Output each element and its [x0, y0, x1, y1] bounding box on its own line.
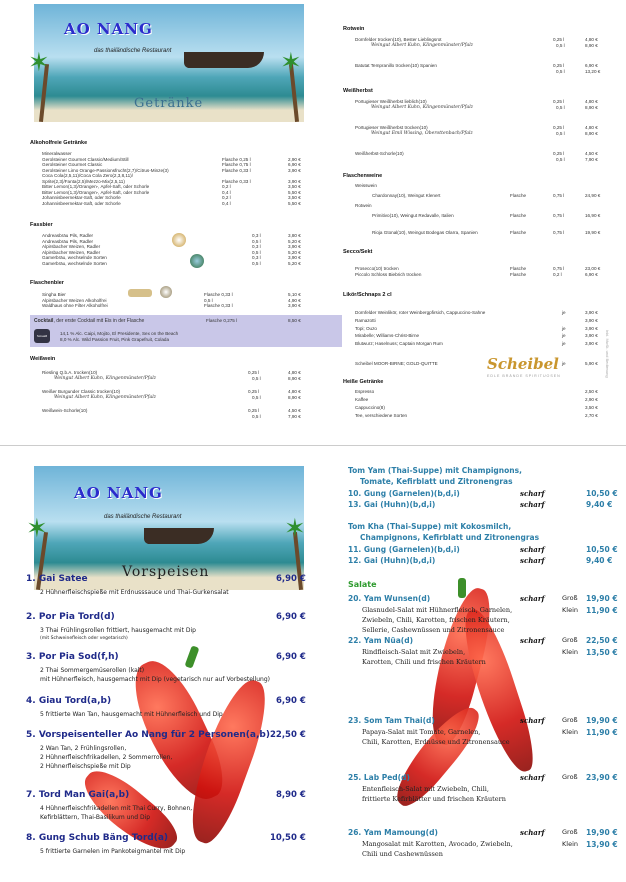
starters-title: Vorspeisen — [122, 564, 210, 580]
menu-item-price: 23,00 € — [585, 266, 601, 271]
menu-item-price: 3,50 € — [288, 195, 301, 200]
menu-item-price: 3,90 € — [585, 310, 598, 315]
salad-description: Mangosalat mit Karotten, Avocado, Zwiebeln, — [362, 840, 513, 848]
menu-item-name: Alpirsbacher Weizen, Radler — [42, 249, 101, 255]
scheibel-logo: Scheibel — [487, 355, 559, 373]
section-heading: Weißwein — [30, 356, 56, 362]
salad-description: Rindfleisch-Salat mit Zwiebeln, — [362, 648, 466, 656]
menu-item-unit: 0,3 l — [252, 233, 261, 238]
brand-tagline: das thailändische Restaurant — [104, 514, 182, 520]
starter-description: (mit Schweinefleisch oder vegetarisch) — [40, 636, 128, 641]
salad-size: Groß — [562, 716, 578, 724]
menu-item-price: 4,50 € — [288, 408, 301, 413]
menu-item-price: 24,90 € — [585, 193, 601, 198]
starter-title: 7. Tord Man Gai(a,b) — [26, 790, 130, 800]
menu-item-name: Piccolo Schloss Biebrich trocken — [355, 272, 422, 277]
cocktail-heading: Cocktail — [34, 318, 54, 324]
salads-heading: Salate — [348, 580, 377, 589]
soup-price: 9,40 € — [586, 556, 613, 565]
menu-item-name: Chardonnay(10), Weingut Klenert — [372, 193, 441, 198]
menu-item-name: Sprite(2,3)/Fanta(2,5)/Mezzo-Mix(2,5,11) — [42, 178, 125, 184]
menu-item-producer: Weingut Emil Wissing, Oberottenbach/Pfalz — [371, 131, 473, 136]
menu-item-unit: 0,2 l — [222, 184, 231, 189]
starter-price: 6,90 € — [276, 574, 306, 584]
brand-tagline: das thailändische Restaurant — [94, 48, 172, 54]
menu-item-volume: 0,75 l — [553, 193, 565, 198]
menu-item-name: Weißwein-Schorle(10) — [42, 408, 88, 413]
section-heading: Heiße Getränke — [343, 379, 384, 385]
cocktail-brand-logo: ScreaM — [34, 329, 50, 343]
soup-variant: 13. Gai (Huhn)(b,d,i) — [348, 500, 436, 509]
menu-item-name: Portugieser Weißherbst trocken(10) — [355, 125, 428, 130]
menu-item-price: 7,90 € — [585, 157, 598, 162]
salad-size: Groß — [562, 828, 578, 836]
menu-item-unit: 0,5 l — [556, 131, 565, 136]
salad-size: Klein — [562, 648, 578, 656]
menu-item-name: Prosecco(10) trocken — [355, 266, 399, 271]
section-heading: Weißherbst — [343, 88, 373, 94]
menu-item-unit: je — [562, 361, 566, 366]
spicy-label: scharf — [520, 828, 545, 837]
salad-description: Karotten, Chili und frischen Kräutern — [362, 658, 486, 666]
menu-item-price: 6,90 € — [585, 272, 598, 277]
menu-item-unit: 0,5 l — [556, 105, 565, 110]
menu-item-price: 2,90 € — [288, 156, 301, 162]
section-heading: Flaschenweine — [343, 173, 383, 179]
starters-banner — [26, 466, 306, 590]
menu-item-unit: Flasche — [510, 272, 527, 277]
menu-item-price: 8,90 € — [288, 375, 301, 381]
menu-item-unit: je — [562, 310, 566, 315]
salad-size: Klein — [562, 606, 578, 614]
starter-description: 2 Hühnerfleischspieße mit Erdnusssauce und Thai-Gurkensalat — [40, 589, 229, 596]
menu-item-volume: 0,75 l — [553, 266, 565, 271]
menu-item-price: 4,80 € — [288, 389, 301, 394]
menu-item-price: 3,90 € — [585, 333, 598, 339]
menu-item-name: Gerolsteiner Gourmet Classic/Medium/Still — [42, 156, 129, 162]
menu-item-price: 5,50 € — [288, 189, 301, 195]
menu-item-name: Dornfelder trocken(10), Bester Lieblingsrot — [355, 37, 442, 42]
menu-item-name: Espresso — [355, 389, 375, 394]
menu-item-name: Johannisbeernektar-Saft, oder Schorle — [42, 195, 121, 200]
menu-item-price: 5,20 € — [288, 238, 301, 244]
menu-item-name: Topi; Ouzo — [355, 325, 377, 331]
menu-item-unit: 0,5 l — [252, 413, 261, 419]
menu-item-price: 4,80 € — [585, 125, 598, 130]
starter-title: 3. Por Pia Sod(f,h) — [26, 652, 119, 662]
menu-item-name: Mirabelle; Williams-Christ-Birne — [355, 333, 420, 339]
starter-title: 2. Por Pia Tord(d) — [26, 612, 115, 622]
salad-title: 20. Yam Wunsen(d) — [348, 594, 431, 603]
starter-description: 5 frittierte Garnelen im Pankoteigmantel mit Dip — [40, 848, 186, 855]
salad-description: Sellerie, Cashewnüssen und Zitronensauce — [362, 626, 505, 634]
starter-title: 5. Vorspeisenteller Ao Nang für 2 Personen(a,b) — [26, 730, 270, 740]
soup-title: Tom Yam (Thai-Suppe) mit Champignons, — [348, 466, 522, 475]
menu-item-name: Cappuccino(8) — [355, 405, 385, 410]
menu-item-name: Gerolsteiner Gourmet Classic — [42, 162, 103, 167]
menu-item-name: Dornfelder Weinlikör, roter Weinbergpfirsich, Cappuccino-Sahne — [355, 310, 486, 315]
menu-item-price: 8,90 € — [585, 43, 598, 48]
menu-item-name: Alpirsbacher Weizen Alkoholfrei — [42, 297, 107, 303]
starter-title: 8. Gung Schub Bäng Tord(a) — [26, 833, 169, 843]
salad-description: Chili, Karotten, Erdnüsse und Zitronensauce — [362, 738, 510, 746]
salad-price: 22,50 € — [586, 636, 618, 645]
menu-item-name: Gerolsteiner Limo Orange-Passionsfrucht(2,7)/Citrus-Minze(3) — [42, 167, 169, 173]
menu-item-name: Bitter Lemon(1,3)/Orangen-, Apfel-Saft, oder Schorle — [42, 189, 150, 195]
menu-item-name: Scheibel MOOR-BIRNE; GOLD-QUITTE — [355, 361, 438, 366]
menu-item-unit: 0,25 l — [553, 63, 565, 68]
cocktail-price: 8,50 € — [288, 318, 301, 323]
menu-item-price: 5,20 € — [288, 249, 301, 255]
menu-item-unit: Flasche 0,33 l — [204, 303, 233, 309]
palm-leaves-icon: ✶ — [26, 513, 48, 543]
menu-item-price: 2,70 € — [585, 413, 598, 418]
chili-stem-icon — [184, 645, 199, 668]
menu-item-price: 16,90 € — [585, 213, 601, 218]
drinks-menu-page — [0, 0, 626, 440]
salad-description: Glasnudel-Salat mit Hühnerfleisch, Garnelen, — [362, 606, 513, 614]
palm-leaves-icon: ✶ — [284, 513, 306, 543]
section-heading: Flaschenbier — [30, 280, 64, 286]
salad-price: 11,90 € — [586, 728, 618, 737]
menu-item-unit: 0,25 l — [553, 151, 565, 156]
menu-item-name: Bitter Lemon(1,3)/Orangen-, Apfel-Saft, oder Schorle — [42, 184, 150, 189]
cocktail-subtitle: , der erste Cocktail mit Eis in der Flasche — [53, 318, 145, 324]
starter-title: 1. Gai Satee — [26, 574, 88, 584]
drinks-banner — [28, 4, 304, 122]
soup-price: 9,40 € — [586, 500, 613, 509]
starter-description: Kefirblättern, Thai-Basilikum und Dip — [40, 814, 151, 821]
soup-variant: 12. Gai (Huhn)(b,d,i) — [348, 556, 436, 565]
salad-description: frittierte Kefirblätter und frischen Kräutern — [362, 795, 506, 803]
starter-price: 6,90 € — [276, 696, 306, 706]
side-note: Inkl. MwSt. und Bedienung — [605, 330, 610, 378]
gamerbraeu-logo-icon — [190, 254, 204, 268]
salad-description: Entenfleisch-Salat mit Zwiebeln, Chili, — [362, 785, 489, 793]
menu-item-unit: 0,4 l — [222, 200, 231, 206]
menu-item-unit: Flasche 0,25 l — [222, 156, 251, 162]
menu-item-price: 4,80 € — [585, 99, 598, 104]
menu-item-unit: 0,5 l — [252, 375, 261, 381]
menu-item-unit: 0,25 l — [248, 370, 260, 375]
menu-item-unit: 0,5 l — [204, 297, 213, 303]
brand-logo: AO NANG — [74, 484, 163, 502]
section-heading: Rotwein — [343, 26, 365, 32]
menu-item-unit: Flasche 0,75 l — [222, 162, 251, 167]
longtail-boat-image — [184, 52, 264, 68]
menu-item-producer: Weingut Albert Kuhn, Klingenmünster/Pfalz — [371, 105, 474, 110]
menu-item-price: 4,90 € — [288, 297, 301, 303]
menu-item-price: 6,90 € — [288, 162, 301, 167]
menu-item-unit: Flasche 0,33 l — [222, 167, 251, 173]
menu-item-unit: Flasche — [510, 193, 527, 198]
spicy-label: scharf — [520, 716, 545, 725]
starter-description: 3 Thai Frühlingsrollen frittiert, hausgemacht mit Dip — [40, 627, 196, 634]
soup-price: 10,50 € — [586, 545, 618, 554]
menu-item-name: Mineralwasser — [42, 151, 72, 156]
menu-item-unit: 0,25 l — [248, 389, 260, 394]
menu-item-unit: je — [562, 341, 566, 347]
starter-price: 8,90 € — [276, 790, 306, 800]
menu-item-unit: 0,5 l — [556, 43, 565, 48]
menu-item-unit: 0,5 l — [556, 157, 565, 162]
soup-variant: 10. Gung (Garnelen)(b,d,i) — [348, 489, 460, 498]
menu-item-price: 2,90 € — [585, 397, 598, 402]
menu-item-unit: 0,5 l — [252, 238, 261, 244]
menu-item-producer: Weingut Albert Kuhn, Klingenmünster/Pfalz — [54, 394, 157, 400]
starter-description: mit Hühnerfleisch, hausgemacht mit Dip (vegetarisch nur auf Vorbestellung) — [40, 676, 270, 683]
soup-price: 10,50 € — [586, 489, 618, 498]
drinks-title: Getränke — [134, 96, 204, 111]
palm-leaves-icon: ✶ — [280, 47, 302, 77]
starters-menu-page — [0, 445, 626, 882]
menu-item-price: 3,50 € — [585, 405, 598, 410]
menu-item-price: 3,90 € — [288, 178, 301, 184]
menu-item-price: 5,50 € — [288, 200, 301, 206]
menu-item-name: Ramazotti — [355, 317, 376, 323]
salad-price: 13,90 € — [586, 840, 618, 849]
menu-item-volume: 0,75 l — [553, 213, 565, 218]
menu-item-unit: 0,3 l — [252, 255, 261, 261]
menu-item-price: 13,20 € — [585, 69, 601, 74]
starter-description: 4 Hühnerfleischfrikadellen mit Thai Curry, Bohnen, — [40, 805, 193, 812]
menu-item-unit: 0,5 l — [556, 69, 565, 74]
salad-size: Groß — [562, 636, 578, 644]
starter-description: 2 Hühnerfleischfrikadellen, 2 Sommerrollen, — [40, 754, 173, 761]
menu-item-name: Johannisbeernektar-Saft, oder Schorle — [42, 200, 121, 206]
menu-item-price: 8,90 € — [585, 131, 598, 136]
salad-title: 26. Yam Mamoung(d) — [348, 828, 438, 837]
salad-size: Klein — [562, 728, 578, 736]
menu-item-price: 3,90 € — [585, 341, 598, 347]
starter-price: 22,50 € — [270, 730, 306, 740]
menu-item-producer: Weingut Albert Kuhn, Klingenmünster/Pfalz — [371, 43, 474, 48]
menu-item-price: 2,50 € — [585, 389, 598, 394]
menu-item-unit: je — [562, 325, 566, 331]
salad-price: 19,90 € — [586, 828, 618, 837]
salad-title: 23. Som Tam Thai(d) — [348, 716, 435, 725]
section-heading: Alkoholfreie Getränke — [30, 140, 88, 146]
menu-item-name: Weißer Burgunder Classic trocken(10) — [42, 389, 121, 394]
soup-title-line-2: Tomate, Kefirblatt und Zitronengras — [360, 477, 513, 486]
salad-size: Klein — [562, 840, 578, 848]
scheibel-logo-sub: EDLE BRÄNDE SPIRITUOSEN — [487, 374, 561, 378]
menu-item-unit: 0,2 l — [222, 195, 231, 200]
menu-item-name: Coca Cola(2,5,11)/Coca Cola Zero(2,3,8,11)/ — [42, 173, 133, 178]
spicy-label: scharf — [520, 500, 545, 509]
soup-title: Tom Kha (Thai-Suppe) mit Kokosmilch, — [348, 522, 512, 531]
menu-item-unit: 0,25 l — [553, 125, 565, 130]
menu-item-name: Alpirsbacher Weizen, Radler — [42, 244, 101, 250]
menu-item-price: 5,20 € — [288, 261, 301, 266]
menu-item-name: Rioja Gtonal(10), Weingut Bodegas Olarra, Spanien — [372, 230, 478, 235]
section-heading: Fassbier — [30, 222, 53, 228]
menu-item-volume: 0,2 l — [553, 272, 562, 277]
salad-size: Groß — [562, 773, 578, 781]
menu-item-price: 3,90 € — [288, 244, 301, 250]
section-heading: Likör/Schnaps 2 cl — [343, 292, 392, 298]
menu-item-unit: Flasche — [510, 230, 527, 235]
starter-price: 6,90 € — [276, 652, 306, 662]
salad-title: 25. Lab Ped(d) — [348, 773, 410, 782]
starter-title: 4. Giau Tord(a,b) — [26, 696, 112, 706]
spicy-label: scharf — [520, 545, 545, 554]
salad-title: 22. Yam Nüa(d) — [348, 636, 414, 645]
starter-price: 6,90 € — [276, 612, 306, 622]
menu-item-unit: Flasche 0,33 l — [222, 178, 251, 184]
menu-item-unit: Flasche 0,33 l — [204, 292, 233, 297]
menu-item-price: 3,80 € — [288, 233, 301, 238]
salad-description: Chili und Cashewnüssen — [362, 850, 443, 858]
chili-stem-icon — [458, 578, 466, 598]
menu-item-price: 3,90 € — [288, 303, 301, 309]
spicy-label: scharf — [520, 594, 545, 603]
menu-item-price: 8,90 € — [288, 394, 301, 400]
menu-item-price: 3,90 € — [288, 167, 301, 173]
menu-item-name: Gamerbräu, wechselnde Sorten — [42, 261, 107, 266]
menu-item-name: Waldhaus ohne Filter Alkoholfrei — [42, 303, 108, 309]
menu-item-price: 5,10 € — [288, 292, 301, 297]
menu-item-unit: Flasche — [510, 266, 527, 271]
menu-item-name: Blutwurz; Haselnuss; Captain Morgan Rum — [355, 341, 443, 347]
subsection-label: Rotwein — [355, 203, 372, 208]
menu-item-price: 6,90 € — [585, 63, 598, 68]
brand-logo: AO NANG — [64, 20, 153, 38]
soup-variant: 11. Gung (Garnelen)(b,d,i) — [348, 545, 460, 554]
starter-description: 5 frittierte Wan Tan, hausgemacht mit Hühnerfleisch und Dip — [40, 711, 223, 718]
menu-item-unit: 0,5 l — [252, 249, 261, 255]
subsection-label: Weisswein — [355, 183, 377, 188]
menu-item-price: 4,50 € — [585, 151, 598, 156]
andreasbraeu-logo-icon — [172, 233, 186, 247]
menu-item-name: Riesling Q.b.A. trocken(10) — [42, 370, 98, 375]
menu-item-price: 8,90 € — [585, 105, 598, 110]
menu-item-name: Andreasbräu Pils, Radler — [42, 233, 94, 238]
menu-item-unit: Flasche — [510, 213, 527, 218]
soup-title-line-2: Champignons, Kefirblatt und Zitronengras — [360, 533, 540, 542]
menu-item-volume: 0,75 l — [553, 230, 565, 235]
menu-item-price: 3,90 € — [585, 325, 598, 331]
menu-item-unit: 0,5 l — [252, 261, 261, 266]
salad-size: Groß — [562, 594, 578, 602]
cocktail-unit: Flasche 0,275 l — [206, 318, 238, 323]
menu-item-name: Weißherbst-Schorle(10) — [355, 151, 404, 156]
menu-item-name: Primitivo(10), Weingut Redavalle, Italien — [372, 213, 454, 218]
menu-item-name: Kaffee — [355, 397, 369, 402]
section-heading: Secco/Sekt — [343, 249, 373, 255]
menu-item-unit: je — [562, 333, 566, 339]
spicy-label: scharf — [520, 636, 545, 645]
cocktail-line-2: 8,0 % Alc. Wild Passion Fruit, Pink Grapefruit, Colada — [60, 337, 170, 342]
menu-item-name: Gamerbräu, wechselnde Sorten — [42, 255, 107, 261]
salad-price: 19,90 € — [586, 594, 618, 603]
menu-item-price: 7,90 € — [288, 413, 301, 419]
menu-item-name: Andreasbräu Pils, Radler — [42, 238, 94, 244]
menu-item-unit: 0,4 l — [222, 189, 231, 195]
spicy-label: scharf — [520, 773, 545, 782]
menu-item-unit: 0,25 l — [553, 37, 565, 42]
menu-item-producer: Weingut Albert Kuhn, Klingenmünster/Pfalz — [54, 375, 157, 381]
starter-price: 10,50 € — [270, 833, 306, 843]
menu-item-price: 4,80 € — [288, 370, 301, 375]
salad-price: 11,90 € — [586, 606, 618, 615]
menu-item-name: Singha Bier — [42, 292, 66, 297]
menu-item-name: Portugieser Weißherbst lieblich(10) — [355, 99, 427, 104]
longtail-boat-image — [144, 528, 214, 544]
menu-item-unit: 0,3 l — [252, 244, 261, 250]
menu-item-price: 3,50 € — [288, 184, 301, 189]
spicy-label: scharf — [520, 556, 545, 565]
salad-price: 23,90 € — [586, 773, 618, 782]
menu-item-price: 4,80 € — [585, 37, 598, 42]
salad-description: Zwiebeln, Chili, Karotten, frischen Kräutern, — [362, 616, 510, 624]
menu-item-price: 3,90 € — [288, 255, 301, 261]
palm-leaves-icon: ✶ — [28, 47, 50, 77]
salad-price: 13,50 € — [586, 648, 618, 657]
menu-item-unit: 0,5 l — [252, 394, 261, 400]
spicy-label: scharf — [520, 489, 545, 498]
starter-description: 2 Thai Sommergemüserollen (kalt) — [40, 667, 145, 674]
alpirsbacher-logo-icon — [160, 286, 172, 298]
menu-item-unit: 0,25 l — [248, 408, 260, 413]
salad-price: 19,90 € — [586, 716, 618, 725]
menu-item-name: Batutat Tempranillo trocken(10) Spanien — [355, 63, 437, 68]
starter-description: 2 Hühnerfleischspieße mit Dip — [40, 763, 131, 770]
menu-item-name: Tee, verschiedene Sorten — [355, 413, 408, 418]
menu-item-price: 19,90 € — [585, 230, 601, 235]
menu-item-unit: 0,25 l — [553, 99, 565, 104]
cocktail-box — [30, 315, 342, 347]
salad-description: Papaya-Salat mit Tomate, Garnelen, — [362, 728, 481, 736]
menu-item-price: 3,90 € — [585, 317, 598, 323]
singha-logo-icon — [128, 289, 152, 297]
cocktail-line-1: 14,1 % Alc. Caipi, Mojito, El Presidente, Sex on the Beach — [60, 331, 179, 336]
starter-description: 2 Wan Tan, 2 Frühlingsrollen, — [40, 745, 127, 752]
menu-item-price: 5,90 € — [585, 361, 598, 366]
